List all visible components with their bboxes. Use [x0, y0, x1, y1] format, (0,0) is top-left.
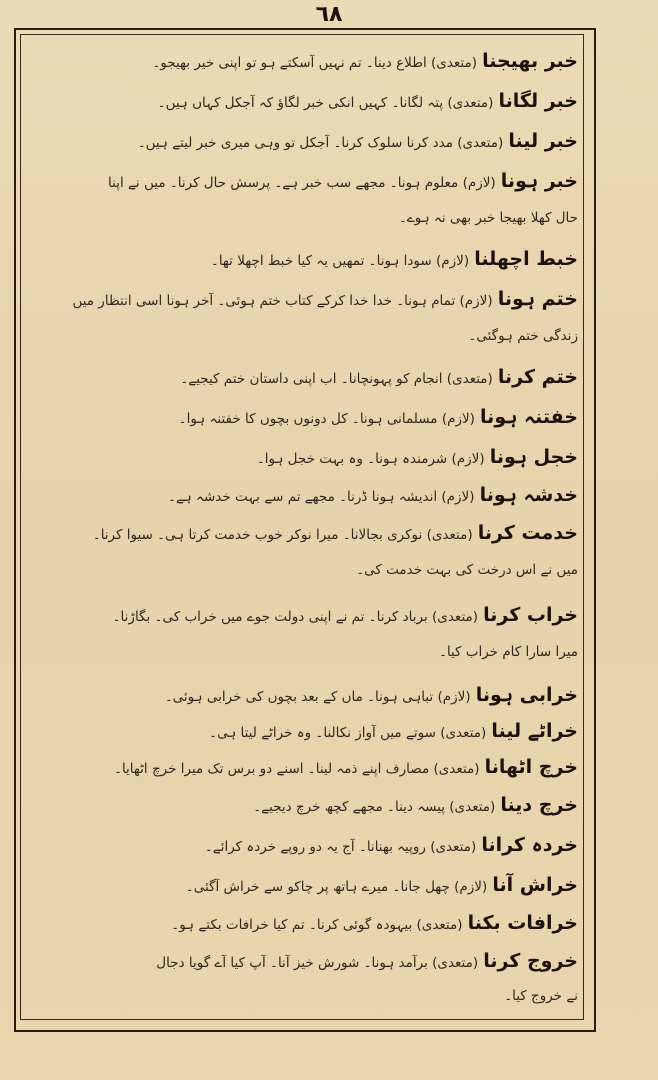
entry-continuation: [30, 980, 578, 1010]
dictionary-entry: [30, 402, 578, 432]
entry-continuation: [30, 554, 578, 584]
entry-term: خدمت کرنا: [477, 522, 578, 544]
dictionary-entry: [30, 870, 578, 900]
entry-definition: (لازم) شرمندہ ہونا۔ وہ بہت خجل ہوا۔: [256, 451, 485, 467]
entry-definition: (متعدی) برباد کرنا۔ تم نے اپنی دولت جوے میں خراب کی۔ بگاڑنا۔: [112, 609, 479, 625]
entry-definition: (متعدی) بیہودہ گوئی کرنا۔ تم کیا خرافات بکتے ہو۔: [171, 917, 463, 933]
page-number: ٦٨: [315, 2, 343, 27]
entry-list: [30, 40, 578, 1012]
entry-definition: (متعدی) روپیہ بھنانا۔ آج یہ دو روپے خردہ کرائے۔: [204, 839, 477, 855]
entry-definition: (متعدی) پیسہ دینا۔ مجھے کچھ خرچ دیجیے۔: [253, 799, 496, 815]
entry-continuation: [30, 202, 578, 232]
dictionary-entry: [30, 908, 578, 938]
entry-term: خراٹے لینا: [491, 720, 578, 742]
entry-definition: (لازم) چھل جانا۔ میرے ہاتھ پر چاکو سے خراش آگئی۔: [185, 879, 488, 895]
entry-term: خرچ اٹھانا: [484, 756, 578, 778]
entry-definition: (لازم) مسلمانی ہونا۔ کل دونوں بچوں کا خفتنہ ہوا۔: [178, 411, 475, 427]
entry-definition: (لازم) تباہی ہونا۔ ماں کے بعد بچوں کی خرابی ہوئی۔: [164, 689, 471, 705]
dictionary-entry: [30, 244, 578, 274]
entry-term: خدشہ ہونا: [479, 484, 578, 506]
dictionary-entry: [30, 166, 578, 196]
dictionary-entry: [30, 752, 578, 782]
entry-term: خجل ہونا: [489, 446, 578, 468]
entry-definition: (متعدی) برآمد ہونا۔ شورش خیز آنا۔ آپ کیا آے گویا دجال: [156, 955, 479, 971]
entry-term: خبر ہونا: [500, 170, 578, 192]
entry-term: خراش آنا: [492, 874, 578, 896]
dictionary-entry: [30, 830, 578, 860]
entry-definition: (لازم) اندیشہ ہونا ڈرنا۔ مجھے تم سے بہت خدشہ ہے۔: [168, 489, 475, 505]
entry-definition: (لازم) تمام ہونا۔ خدا خدا کرکے کتاب ختم ہوئی۔ آخر ہونا اسی انتظار میں: [72, 293, 493, 309]
dictionary-entry: [30, 362, 578, 392]
entry-term: خروج کرنا: [483, 950, 578, 972]
entry-definition: (متعدی) نوکری بجالانا۔ میرا نوکر خوب خدمت کرتا ہی۔ سیوا کرنا۔: [92, 527, 473, 543]
dictionary-entry: [30, 284, 578, 314]
dictionary-entry: [30, 790, 578, 820]
entry-definition: زندگی ختم ہوگئی۔: [468, 328, 578, 344]
entry-term: خردہ کرانا: [481, 834, 578, 856]
entry-term: ختم کرنا: [497, 366, 578, 388]
dictionary-entry: [30, 126, 578, 156]
entry-term: خبر بھیجنا: [482, 50, 578, 72]
entry-definition: (لازم) معلوم ہونا۔ مجھے سب خبر ہے۔ پرسش حال کرنا۔ میں نے اپنا: [108, 175, 496, 191]
entry-continuation: [30, 636, 578, 666]
entry-definition: (متعدی) اطلاع دینا۔ تم نہیں آسکتے ہو تو اپنی خیر بھیجو۔: [152, 55, 477, 71]
entry-definition: (متعدی) سوتے میں آواز نکالنا۔ وہ خراٹے لیتا ہی۔: [209, 725, 487, 741]
entry-definition: (متعدی) پتہ لگانا۔ کہیں انکی خبر لگاؤ کہ آجکل کہاں ہیں۔: [157, 95, 494, 111]
entry-continuation: [30, 320, 578, 350]
dictionary-entry: [30, 86, 578, 116]
entry-term: خبر لگانا: [498, 90, 578, 112]
dictionary-entry: [30, 946, 578, 976]
entry-definition: میں نے اس درخت کی بہت خدمت کی۔: [356, 562, 578, 578]
entry-definition: (لازم) سودا ہونا۔ تمھیں یہ کیا خبط اچھلا تھا۔: [210, 253, 470, 269]
entry-definition: (متعدی) مدد کرنا سلوک کرنا۔ آجکل تو وہی میری خبر لیتے ہیں۔: [137, 135, 504, 151]
entry-definition: نے خروج کیا۔: [504, 988, 578, 1004]
entry-definition: حال کھلا بھیجا خبر بھی نہ ہوے۔: [398, 210, 578, 226]
dictionary-entry: [30, 480, 578, 510]
entry-term: خرابی ہونا: [475, 684, 578, 706]
dictionary-entry: [30, 442, 578, 472]
dictionary-entry: [30, 716, 578, 746]
entry-term: خراب کرنا: [483, 604, 578, 626]
entry-definition: (متعدی) مصارف اپنے ذمہ لینا۔ اسنے دو برس تک میرا خرچ اٹھایا۔: [114, 761, 480, 777]
entry-term: خرچ دینا: [500, 794, 578, 816]
entry-term: ختم ہونا: [497, 288, 578, 310]
dictionary-entry: [30, 600, 578, 630]
entry-term: خفتنہ ہونا: [480, 406, 578, 428]
entry-term: خرافات بکنا: [467, 912, 578, 934]
dictionary-entry: [30, 680, 578, 710]
entry-term: خبر لینا: [508, 130, 578, 152]
dictionary-entry: [30, 46, 578, 76]
entry-definition: (متعدی) انجام کو پہونچانا۔ اب اپنی داستان ختم کیجیے۔: [180, 371, 493, 387]
entry-term: خبط اچھلنا: [474, 248, 578, 270]
dictionary-entry: [30, 518, 578, 548]
entry-definition: میرا سارا کام خراب کیا۔: [438, 644, 578, 660]
